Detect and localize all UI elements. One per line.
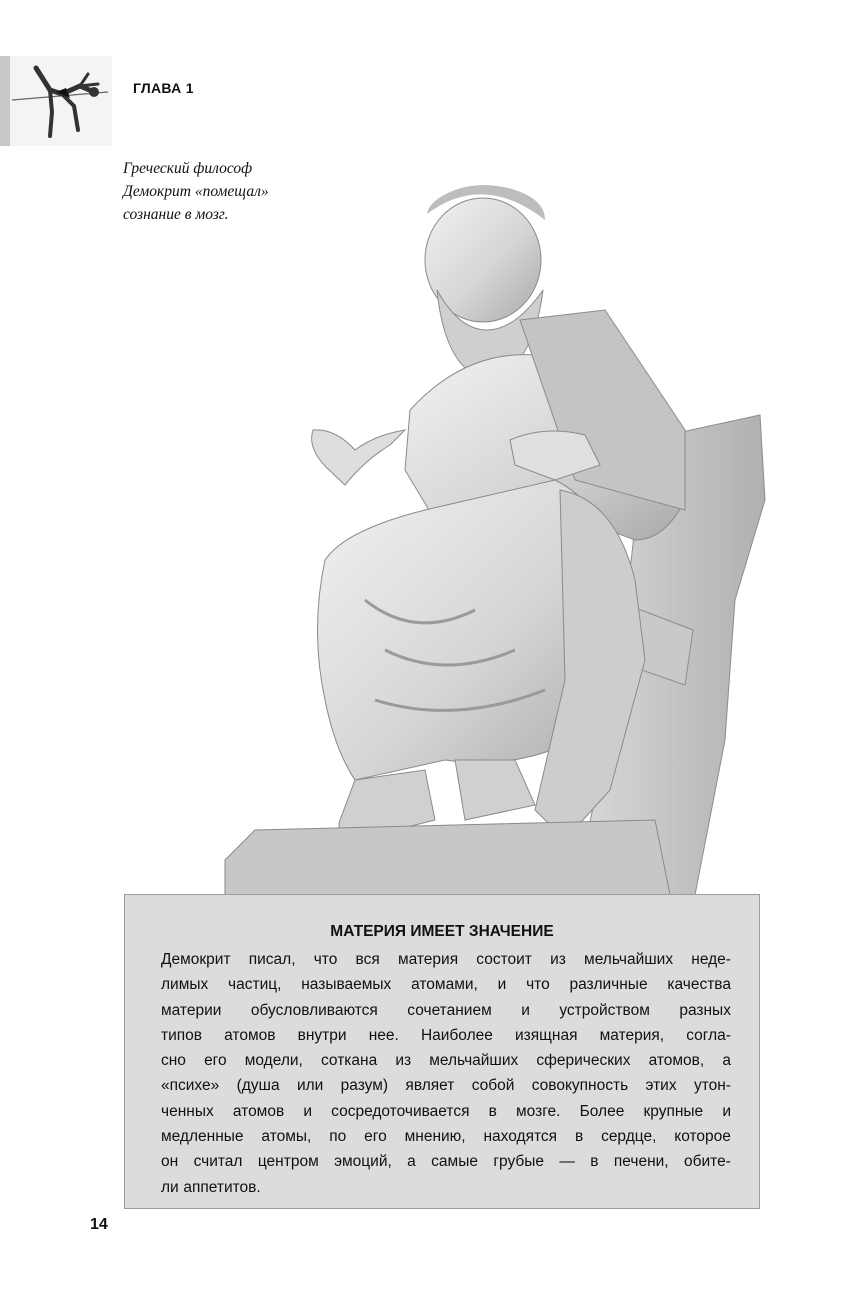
body-word: его bbox=[364, 1128, 387, 1146]
body-word: качества bbox=[667, 976, 731, 994]
body-word: этих bbox=[645, 1077, 677, 1095]
body-word: что bbox=[313, 951, 338, 968]
body-word: частиц, bbox=[228, 976, 282, 994]
caption-line: Демокрит «помещал» bbox=[123, 183, 269, 200]
body-word: сосредоточивается bbox=[331, 1102, 470, 1120]
body-word: а bbox=[407, 1153, 416, 1171]
body-word: неде- bbox=[691, 951, 731, 968]
page-number: 14 bbox=[90, 1216, 108, 1233]
body-word: его bbox=[204, 1052, 227, 1070]
body-word: обите- bbox=[683, 1153, 731, 1171]
body-word: разных bbox=[679, 1001, 731, 1019]
body-word: мельчайших bbox=[584, 951, 674, 968]
body-word: что bbox=[526, 976, 550, 994]
body-word: мельчайших bbox=[429, 1052, 519, 1070]
body-word: нее. bbox=[368, 1026, 399, 1044]
box-body-line bbox=[161, 947, 731, 972]
body-word: самые bbox=[431, 1153, 478, 1171]
body-word: Более bbox=[579, 1102, 625, 1120]
body-word: материи bbox=[161, 1001, 222, 1019]
body-word: центром bbox=[257, 1153, 319, 1171]
body-word: мнению, bbox=[404, 1128, 466, 1146]
body-word: модели, bbox=[244, 1052, 303, 1070]
body-word: типов bbox=[161, 1026, 203, 1044]
body-word: внутри bbox=[297, 1026, 347, 1044]
body-word: и bbox=[303, 1102, 313, 1120]
body-word: по bbox=[329, 1128, 347, 1146]
body-word: собой bbox=[471, 1077, 515, 1095]
body-word: и bbox=[497, 976, 507, 994]
body-word: грубые bbox=[493, 1153, 545, 1171]
high-jumper-figure bbox=[0, 56, 112, 146]
body-word: аппетитов. bbox=[183, 1178, 261, 1196]
body-word: состоит bbox=[476, 951, 532, 968]
box-body-line bbox=[161, 1099, 731, 1124]
body-word: в bbox=[488, 1102, 497, 1120]
box-body-line bbox=[161, 1149, 731, 1174]
body-word: в bbox=[590, 1153, 599, 1171]
body-word: эмоций, bbox=[334, 1153, 392, 1171]
body-word: в bbox=[574, 1128, 584, 1146]
body-word: атомов bbox=[224, 1026, 276, 1044]
body-word: Демокрит bbox=[161, 951, 231, 968]
body-word: вся bbox=[355, 951, 380, 968]
body-word: атомы, bbox=[261, 1128, 312, 1146]
body-word: атомов bbox=[232, 1102, 285, 1120]
body-word: писал, bbox=[248, 951, 296, 968]
body-word: соткана bbox=[320, 1052, 378, 1070]
body-word: сердце, bbox=[601, 1128, 657, 1146]
box-body-line bbox=[161, 972, 731, 997]
caption-line: Греческий философ bbox=[123, 160, 253, 177]
body-word: обусловливаются bbox=[250, 1001, 378, 1019]
chapter-label: ГЛАВА 1 bbox=[133, 80, 194, 96]
chapter-thumbnail-high-jumper bbox=[0, 56, 112, 146]
democritus-statue-image bbox=[215, 180, 775, 900]
body-word: называемых bbox=[301, 976, 392, 994]
box-body-line bbox=[161, 1023, 731, 1048]
box-body-line bbox=[161, 1124, 731, 1149]
box-body-line bbox=[161, 1048, 731, 1073]
body-word: атомами, bbox=[411, 976, 478, 994]
body-word: сно bbox=[161, 1052, 186, 1070]
body-word: и bbox=[722, 1102, 731, 1120]
body-word: устройством bbox=[559, 1001, 650, 1019]
body-word: из bbox=[550, 951, 566, 968]
body-word: ченных bbox=[161, 1102, 214, 1120]
body-word: изящная bbox=[515, 1026, 578, 1044]
body-word: атомов, bbox=[648, 1052, 705, 1070]
body-word: лимых bbox=[161, 976, 209, 994]
body-word: он bbox=[161, 1153, 179, 1171]
body-word: крупные bbox=[643, 1102, 704, 1120]
body-word: (душа bbox=[236, 1077, 280, 1095]
body-word: которое bbox=[674, 1128, 731, 1146]
body-word: «психе» bbox=[161, 1077, 220, 1095]
box-body-text bbox=[161, 947, 731, 1200]
thumbnail-side-bar bbox=[0, 56, 10, 146]
body-word: или bbox=[296, 1077, 324, 1095]
body-word: медленные bbox=[161, 1128, 244, 1146]
caption-line: сознание в мозг. bbox=[123, 206, 229, 223]
body-word: материя, bbox=[599, 1026, 665, 1044]
body-word: утон- bbox=[693, 1077, 731, 1095]
body-word: материя bbox=[397, 951, 459, 968]
body-word: совокупность bbox=[531, 1077, 629, 1095]
box-title: МАТЕРИЯ ИМЕЕТ ЗНАЧЕНИЕ bbox=[330, 923, 554, 940]
body-word: и bbox=[521, 1001, 530, 1019]
box-body-line bbox=[161, 1073, 731, 1098]
box-body-line bbox=[161, 1175, 731, 1200]
body-word: ли bbox=[161, 1178, 179, 1196]
body-word: являет bbox=[405, 1077, 455, 1095]
body-word: разум) bbox=[340, 1077, 389, 1095]
body-word: находятся bbox=[483, 1128, 558, 1146]
sidebar-box-matter-matters bbox=[124, 894, 760, 1209]
body-word: печени, bbox=[613, 1153, 669, 1171]
body-word: Наиболее bbox=[420, 1026, 493, 1044]
body-word: различные bbox=[569, 976, 648, 994]
body-word: а bbox=[722, 1052, 731, 1070]
body-word: сферических bbox=[536, 1052, 631, 1070]
body-word: — bbox=[559, 1153, 575, 1171]
body-word: мозге. bbox=[515, 1102, 561, 1120]
body-word: согла- bbox=[686, 1026, 731, 1044]
body-word: считал bbox=[193, 1153, 243, 1171]
body-word: из bbox=[395, 1052, 412, 1070]
box-body-line bbox=[161, 998, 731, 1023]
body-word: сочетанием bbox=[407, 1001, 492, 1019]
